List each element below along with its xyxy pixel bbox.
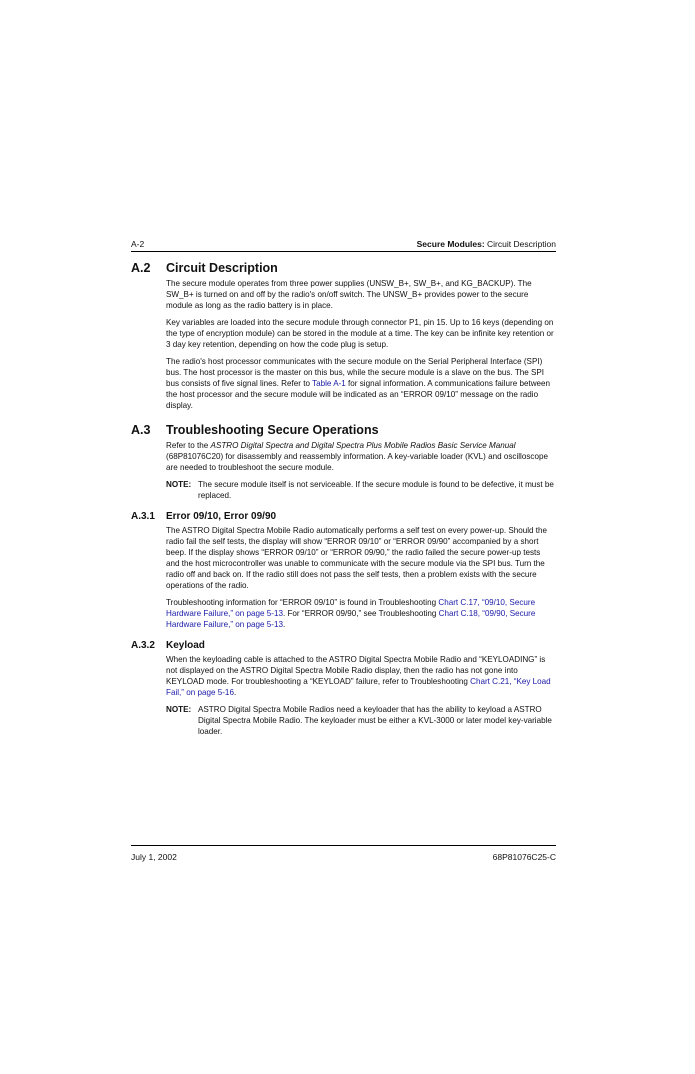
note-text: ASTRO Digital Spectra Mobile Radios need a keyloader that has the ability to keyload a ASTRO Digital Spectra Mobile Radio. The keyloader must be either a KVL-3000 or later model key-variable loader. [198, 705, 552, 736]
paragraph [166, 440, 556, 473]
note [166, 479, 556, 501]
section-number: A.3.1 [131, 511, 155, 522]
text-run: Refer to the [166, 441, 211, 450]
section-number: A.3.2 [131, 640, 155, 651]
text-run: for signal information. A communications failure between the host processor and the secure module will be indicated as an “ERROR 09/10” message on the radio display. [166, 379, 551, 410]
running-header [131, 238, 556, 252]
header-page-number: A-2 [131, 239, 145, 249]
text-run: . [233, 688, 237, 697]
header-section-title [417, 238, 556, 250]
section-heading-a3 [131, 422, 556, 440]
chart-c18-link[interactable]: Chart C.18, “09/90, Secure Hardware Failure,” on page 5-13 [166, 609, 536, 629]
section-title: Circuit Description [166, 261, 278, 275]
section-number: A.3 [131, 423, 151, 437]
paragraph [166, 597, 556, 630]
section-title: Error 09/10, Error 09/90 [166, 511, 277, 522]
table-a1-link[interactable]: Table A-1 [312, 379, 346, 388]
section-heading-a32 [131, 639, 556, 654]
chart-c17-link[interactable]: Chart C.17, “09/10, Secure Hardware Failure,” on page 5-13 [166, 598, 536, 618]
note [166, 704, 556, 737]
header-section-rest: Circuit Description [484, 239, 556, 249]
paragraph: The secure module operates from three power supplies (UNSW_B+, SW_B+, and KG_BACKUP). The SW_B+ is turned on and off by the radio's on/off switch. The UNSW_B+ provides power to the secure module as long as the radio battery is in place. [166, 279, 532, 310]
section-number: A.2 [131, 261, 151, 275]
section-title: Keyload [166, 640, 205, 651]
header-rule [131, 251, 556, 252]
section-heading-a2 [131, 260, 556, 278]
header-section-bold: Secure Modules: [416, 239, 485, 249]
note-label: NOTE: [166, 480, 192, 489]
paragraph: The ASTRO Digital Spectra Mobile Radio automatically performs a self test on every power-up. Should the radio fail the self tests, the display will show “ERROR 09/10” or “ERROR 09/90” accompanied by a short beep. If the display shows “ERROR 09/10” or “ERROR 09/90,” the radio failed the secure power-up tests and the host microcontroller was unable to communicate with the secure module via the SPI bus. Turn the radio off and back on. If the radio still does not pass the self tests, then a problem exists with the secure operations of the radio. [166, 526, 548, 590]
text-run: The radio's host processor communicates with the secure module on the Serial Peripheral Interface (SPI) bus. The host processor is the master on this bus, while the secure module is a slave on the bus. The SPI bus consists of five signal lines. Refer to [166, 357, 545, 388]
text-run: . [282, 620, 286, 629]
note-text: The secure module itself is not serviceable. If the secure module is found to be defective, it must be replaced. [198, 480, 554, 500]
chart-c21-link[interactable]: Chart C.21, “Key Load Fail,” on page 5-16 [166, 677, 551, 697]
manual-title: ASTRO Digital Spectra and Digital Spectra Plus Mobile Radios Basic Service Manual [210, 441, 516, 450]
paragraph [166, 356, 556, 411]
running-footer [131, 851, 556, 863]
text-run: (68P81076C20) for disassembly and reassembly information. A key-variable loader (KVL) and oscilloscope are needed to troubleshoot the secure module. [166, 452, 548, 472]
section-heading-a31 [131, 510, 556, 525]
paragraph [166, 654, 556, 698]
footer-rule [131, 845, 556, 846]
text-run: When the keyloading cable is attached to the ASTRO Digital Spectra Mobile Radio and “KEYLOADING” is not displayed on the ASTRO Digital Spectra Mobile Radio display, then the radio has not gone into KEYLOAD mode. For troubleshooting a “KEYLOAD” failure, refer to Troubleshooting [166, 655, 546, 686]
footer-date: July 1, 2002 [131, 852, 177, 862]
paragraph: Key variables are loaded into the secure module through connector P1, pin 15. Up to 16 keys (depending on the type of encryption module) can be stored in the module at a time. The key can be infinite key retention or 3 day key retention, depending on how the code plug is setup. [166, 318, 554, 349]
footer-doc-number: 68P81076C25-C [492, 852, 556, 862]
note-label: NOTE: [166, 705, 192, 714]
section-title: Troubleshooting Secure Operations [166, 423, 379, 437]
text-run: . For “ERROR 09/90,” see Troubleshooting [282, 609, 439, 618]
page-body [131, 260, 556, 743]
text-run: Troubleshooting information for “ERROR 09/10” is found in Troubleshooting [166, 598, 439, 607]
